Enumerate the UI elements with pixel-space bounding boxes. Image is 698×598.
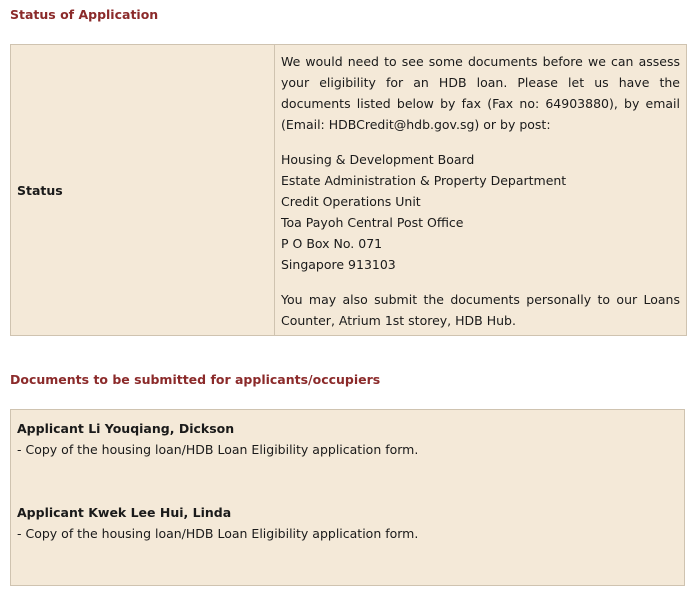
applicant-name: Applicant Li Youqiang, Dickson [17, 421, 235, 436]
address-line: Singapore 913103 [281, 257, 396, 272]
address-line: Housing & Development Board [281, 152, 475, 167]
status-label: Status [11, 45, 275, 336]
applicant-document: - Copy of the housing loan/HDB Loan Eligibility application form. [17, 442, 419, 457]
status-table [10, 44, 687, 336]
status-intro-text: We would need to see some documents before we can assess your eligibility for an HDB loan. Please let us have the documents listed below by fax (Fax no: 64903880), by email (Email: HDBCredit@hdb.gov.sg) or by post: [281, 54, 680, 132]
status-of-application-heading: Status of Application [10, 7, 159, 22]
address-line: Credit Operations Unit [281, 194, 421, 209]
documents-heading: Documents to be submitted for applicants/occupiers [10, 372, 381, 387]
documents-box [10, 409, 685, 586]
status-closing-text: You may also submit the documents personally to our Loans Counter, Atrium 1st storey, HDB Hub. [281, 292, 680, 328]
status-row [11, 45, 687, 336]
applicant-name: Applicant Kwek Lee Hui, Linda [17, 505, 232, 520]
postal-address [281, 149, 680, 275]
applicant-entry [17, 502, 678, 544]
address-line: Estate Administration & Property Department [281, 173, 567, 188]
status-details [275, 45, 687, 336]
applicant-document: - Copy of the housing loan/HDB Loan Eligibility application form. [17, 526, 419, 541]
applicant-entry [17, 418, 678, 460]
address-line: P O Box No. 071 [281, 236, 383, 251]
address-line: Toa Payoh Central Post Office [281, 215, 464, 230]
